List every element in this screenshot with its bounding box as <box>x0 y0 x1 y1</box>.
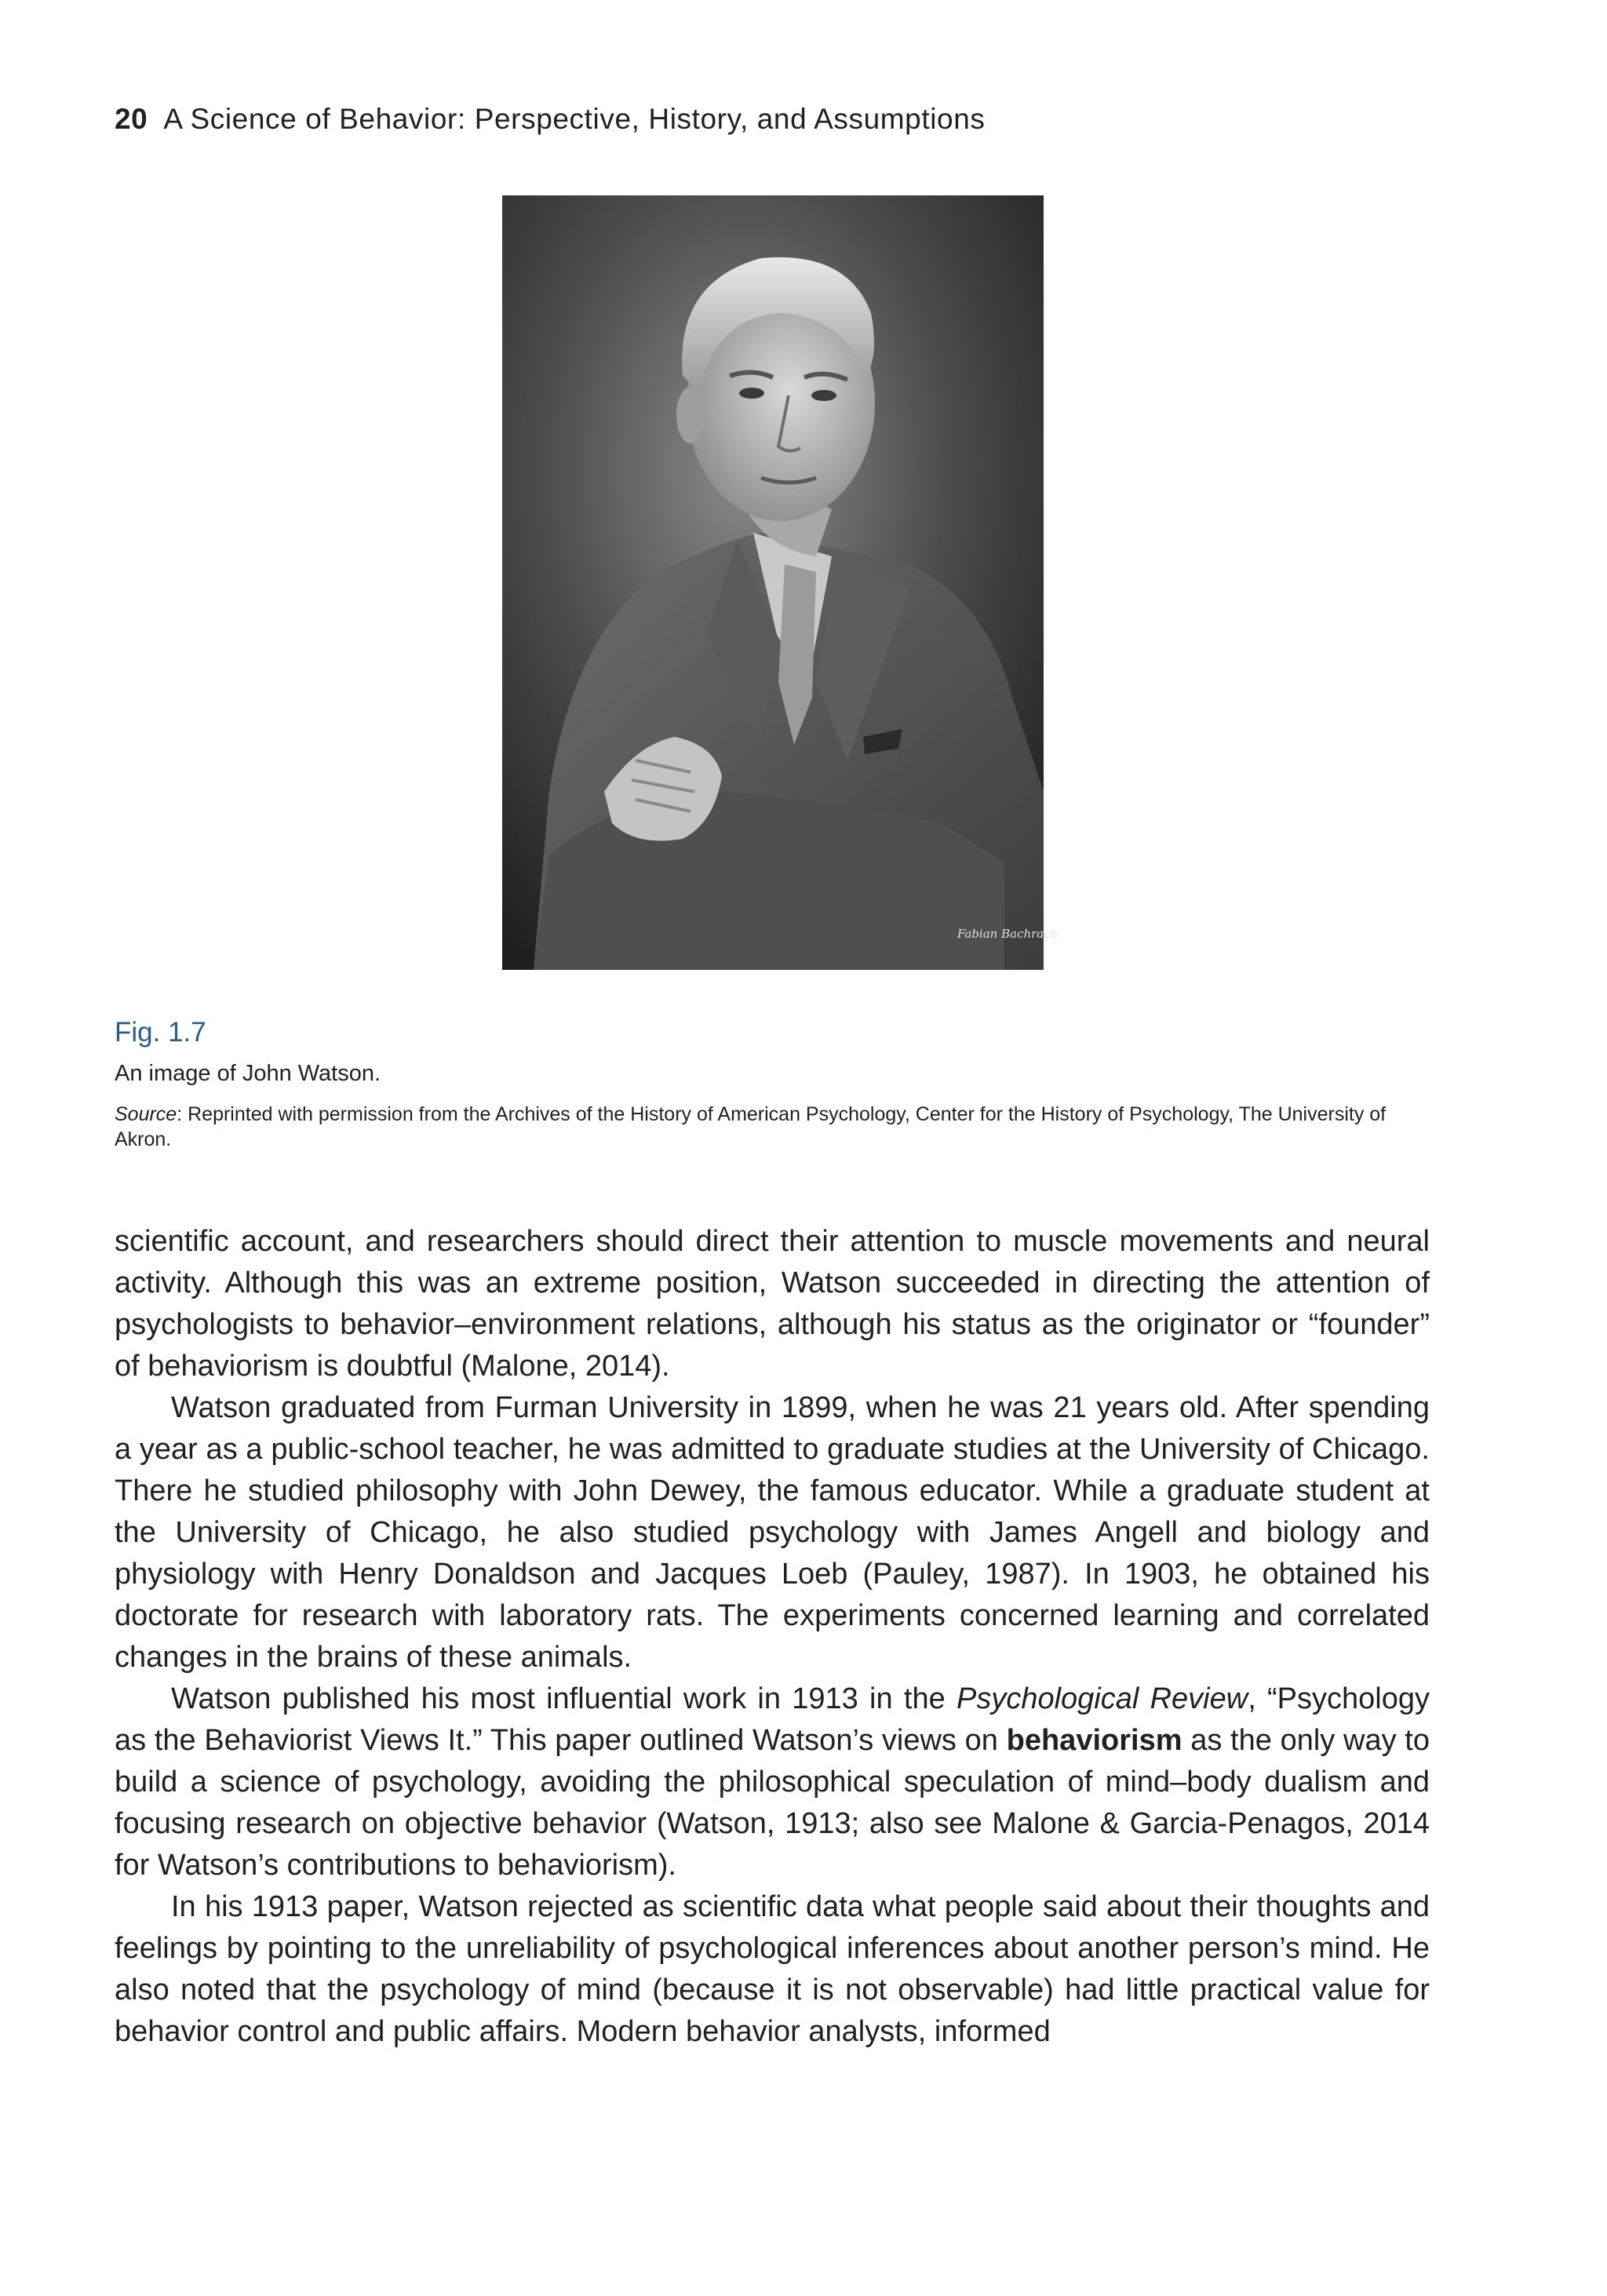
paragraph-4: In his 1913 paper, Watson rejected as scientific data what people said about their thoughts and feelings by pointing to the unreliability of psychological inferences about another person’s mind. He also noted that the psychology of mind (because it is not observable) had little practical value for behavior control and public affairs. Modern behavior analysts, informed <box>115 1890 1430 2048</box>
paragraph-3 <box>115 1678 1430 1886</box>
key-term-behaviorism: behaviorism <box>1006 1724 1182 1757</box>
figure-source <box>115 1102 1430 1152</box>
paragraph-3-part-c: as the only way to build a science of psychology, avoiding the philosophical speculation of mind–body dualism and focusing research on objective behavior (Watson, 1913; also see Malone & Garcia-Penagos, 2014 for Watson’s contributions to behaviorism). <box>115 1724 1430 1882</box>
running-title: A Science of Behavior: Perspective, History, and Assumptions <box>163 103 986 135</box>
figure-label: Fig. 1.7 <box>115 1017 206 1048</box>
figure-source-label: Source <box>115 1103 177 1125</box>
running-head <box>115 100 986 138</box>
paragraph-3-part-a: Watson published his most influential work in 1913 in the <box>171 1682 957 1715</box>
photographer-signature: Fabian Bachrach <box>957 927 1059 941</box>
paragraph-3-part-b: , “Psychology as the Behaviorist Views It.” This paper outlined Watson’s views on <box>115 1682 1430 1757</box>
paragraph-2: Watson graduated from Furman University in 1899, when he was 21 years old. After spending a year as a public-school teacher, he was admitted to graduate studies at the University of Chicago. There he studied philosophy with John Dewey, the famous educator. While a graduate student at the University of Chicago, he also studied psychology with James Angell and biology and physiology with Henry Donaldson and Jacques Loeb (Pauley, 1987). In 1903, he obtained his doctorate for research with laboratory rats. The experiments concerned learning and correlated changes in the brains of these animals. <box>115 1391 1430 1674</box>
portrait-illustration <box>502 195 1059 970</box>
body-text <box>115 1221 1430 2053</box>
figure-caption: An image of John Watson. <box>115 1061 381 1086</box>
page-number: 20 <box>115 103 148 135</box>
paragraph-1: scientific account, and researchers should direct their attention to muscle movements and neural activity. Although this was an extreme position, Watson succeeded in directing the attention of psychologists to behavior–environment relations, although his status as the originator or “founder” of behaviorism is doubtful (Malone, 2014). <box>115 1225 1430 1383</box>
journal-title: Psychological Review <box>956 1682 1248 1715</box>
john-watson-portrait <box>502 195 1059 970</box>
figure-source-text: : Reprinted with permission from the Archives of the History of American Psychology, Center for the History of Psychology, The University of Akron. <box>115 1103 1387 1150</box>
